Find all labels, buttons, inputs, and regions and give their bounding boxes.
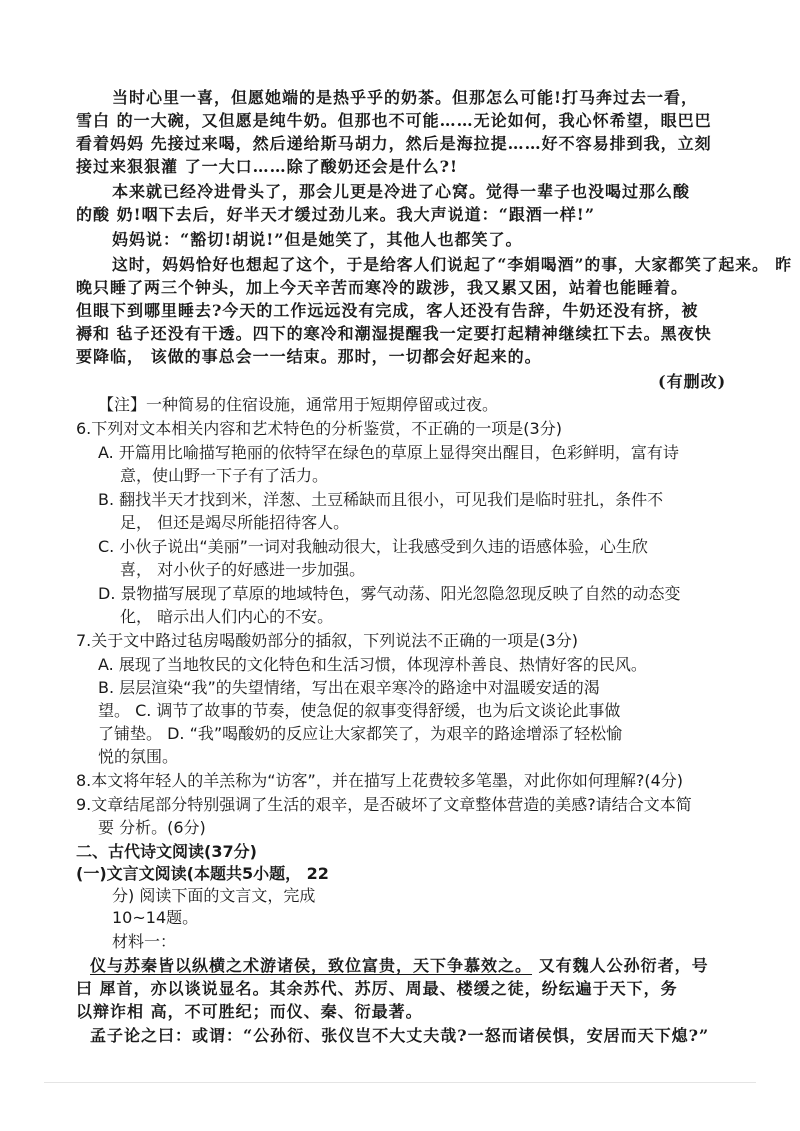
story-line: 接过来狠狠灌 了一大口……除了酸奶还会是什么?! xyxy=(76,157,458,176)
story-line: 褥和 毡子还没有干透。四下的寒冷和潮湿提醒我一定要打起精神继续扛下去。黑夜快 xyxy=(76,324,712,343)
option-c-cont: 喜， 对小伙子的好感进一步加强。 xyxy=(120,560,366,579)
underlined-sentence: 仪与苏秦皆以纵横之术游诸侯，致位富贵，天下争慕效之。 xyxy=(90,956,533,975)
classical-line: 以辩诈相 高，不可胜纪；而仪、秦、衍最著。 xyxy=(76,1002,423,1021)
option-d: D. 景物描写展现了草原的地域特色，雾气动荡、阳光忽隐忽现反映了自然的动态变 xyxy=(98,584,681,603)
option-a-cont: 意，使山野一下子有了活力。 xyxy=(120,466,329,485)
question-8: 8.本文将年轻人的羊羔称为“访客”，并在描写上花费较多笔墨，对此你如何理解?(4分) xyxy=(76,771,684,790)
footnote: 【注】一种简易的住宿设施，通常用于短期停留或过夜。 xyxy=(98,395,499,414)
question-7-line: 了铺垫。 D. “我”喝酸奶的反应让大家都笑了，为艰辛的路途增添了轻松愉 xyxy=(98,724,623,743)
option-b: B. 翻找半天才找到米，洋葱、土豆稀缺而且很小，可见我们是临时驻扎，条件不 xyxy=(98,490,664,509)
subsection-title: (一)文言文阅读(本题共5小题， 22 xyxy=(76,864,329,883)
question-9: 9.文章结尾部分特别强调了生活的艰辛，是否破坏了文章整体营造的美感?请结合文本简 xyxy=(76,795,692,814)
story-line: 看着妈妈 先接过来喝，然后递给斯马胡力，然后是海拉提……好不容易排到我，立刻 xyxy=(76,134,712,153)
question-9-cont: 要 分析。(6分) xyxy=(98,818,206,837)
question-7-line: 悦的氛围。 xyxy=(98,747,179,766)
classical-line: 曰 犀首，亦以谈说显名。其余苏代、苏厉、周最、楼缓之徒，纷纭遍于天下，务 xyxy=(76,979,678,998)
page-divider xyxy=(44,1082,756,1083)
story-line: 雪白 的一大碗，又但愿是纯牛奶。但那也不可能……无论如何，我心怀希望，眼巴巴 xyxy=(76,111,712,130)
classical-line: 孟子论之曰：或谓：“公孙衍、张仪岂不大丈夫哉?一怒而诸侯惧，安居而天下熄?” xyxy=(90,1026,710,1045)
option-c: C. 小伙子说出“美丽”一词对我触动很大，让我感受到久违的语感体验，心生欣 xyxy=(98,537,648,556)
question-7-line: B. 层层渲染“我”的失望情绪，写出在艰辛寒冷的路途中对温暖安适的渴 xyxy=(98,678,600,697)
option-b-cont: 足， 但还是竭尽所能招待客人。 xyxy=(120,513,350,532)
option-a: A. 开篇用比喻描写艳丽的依特罕在绿色的草原上显得突出醒目，色彩鲜明，富有诗 xyxy=(98,443,679,462)
story-line: 妈妈说：“豁切!胡说!”但是她笑了，其他人也都笑了。 xyxy=(112,230,523,249)
story-line: 当时心里一喜，但愿她端的是热乎乎的奶茶。但那怎么可能!打马奔过去一看， xyxy=(112,88,699,107)
question-7-line: 望。 C. 调节了故事的节奏，使急促的叙事变得舒缓，也为后文谈论此事做 xyxy=(98,701,621,720)
classical-line xyxy=(90,956,709,976)
classical-text: 又有魏人公孙衍者，号 xyxy=(532,956,709,975)
story-line: 的酸 奶!咽下去后，好半天才缓过劲儿来。我大声说道：“跟酒一样!” xyxy=(76,205,596,224)
story-line: 本来就已经冷进骨头了，那会儿更是冷进了心窝。觉得一辈子也没喝过那么酸 xyxy=(112,182,691,201)
section-title: 二、古代诗文阅读(37分) xyxy=(76,842,257,861)
option-d-cont: 化， 暗示出人们内心的不安。 xyxy=(120,607,334,626)
source-note: (有删改) xyxy=(658,372,727,391)
material-label: 材料一： xyxy=(112,932,177,951)
story-line: 要降临， 该做的事总会一一结束。那时，一切都会好起来的。 xyxy=(76,347,542,366)
story-line: 晚只睡了两三个钟头，加上今天辛苦而寒冷的跋涉，我又累又困，站着也能睡着。 xyxy=(76,278,689,297)
story-line: 但眼下到哪里睡去?今天的工作远远没有完成，客人还没有告辞，牛奶还没有挤，被 xyxy=(76,301,699,320)
question-6-stem: 6.下列对文本相关内容和艺术特色的分析鉴赏，不正确的一项是(3分) xyxy=(76,419,562,438)
instruction-range: 10~14题。 xyxy=(112,908,199,927)
story-line: 这时，妈妈恰好也想起了这个，于是给客人们说起了“李娟喝酒”的事，大家都笑了起来。 昨 xyxy=(112,255,792,274)
instruction: 分) 阅读下面的文言文，完成 xyxy=(112,886,316,905)
question-7-stem: 7.关于文中路过毡房喝酸奶部分的插叙，下列说法不正确的一项是(3分) xyxy=(76,631,578,650)
question-7-line: A. 展现了当地牧民的文化特色和生活习惯，体现淳朴善良、热情好客的民风。 xyxy=(98,655,647,674)
